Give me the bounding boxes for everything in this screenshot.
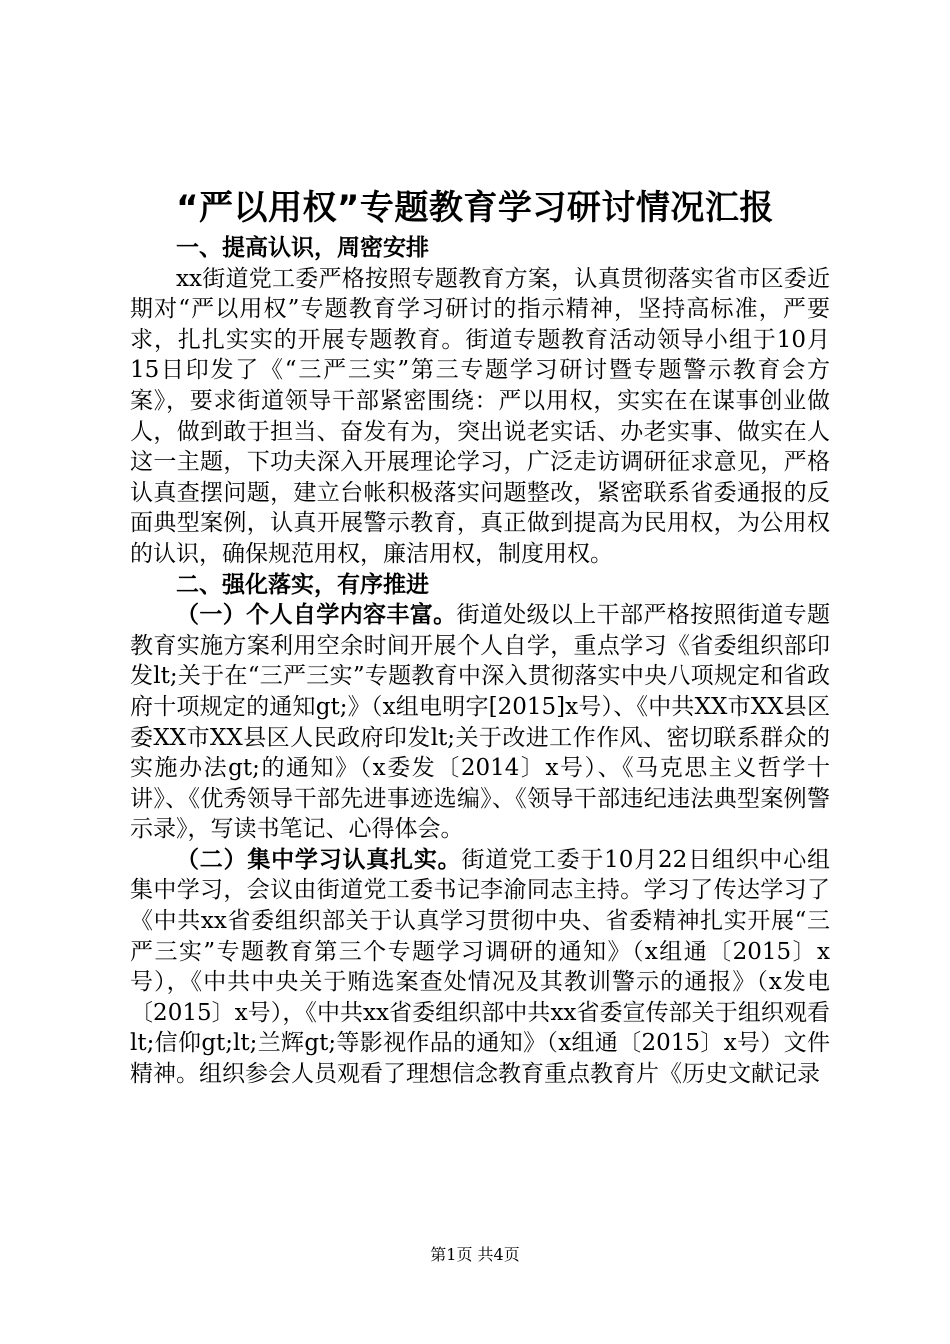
section-2-item-2-paragraph	[130, 845, 830, 1090]
page-footer: 第1页 共4页	[430, 1245, 520, 1264]
section-1-heading: 一、提高认识，周密安排	[176, 235, 429, 261]
section-1-paragraph: xx街道党工委严格按照专题教育方案，认真贯彻落实省市区委近期对“严以用权”专题教育学习研讨的指示精神，坚持高标准，严要求，扎扎实实的开展专题教育。街道专题教育活动领导小组于10月15日印发了《“三严三实”第三专题学习研讨暨专题警示教育会方案》，要求街道领导干部紧密围绕：严以用权，实实在在谋事创业做人，做到敢于担当、奋发有为，突出说老实话、办老实事、做实在人这一主题，下功夫深入开展理论学习，广泛走访调研征求意见，严格认真查摆问题，建立台帐积极落实问题整改，紧密联系省委通报的反面典型案例，认真开展警示教育，真正做到提高为民用权，为公用权的认识，确保规范用权，廉洁用权，制度用权。	[130, 265, 830, 567]
document-body	[130, 233, 830, 1090]
document-title: “严以用权”专题教育学习研讨情况汇报	[176, 188, 774, 228]
section-2-item-2-text: 街道党工委于10月22日组织中心组集中学习，会议由街道党工委书记李渝同志主持。学习了传达学习了《中共xx省委组织部关于认真学习贯彻中央、省委精神扎实开展“三严三实”专题教育第三个专题学习调研的通知》（x组通〔2015〕x号），《中共中央关于贿选案查处情况及其教训警示的通报》（x发电〔2015〕x号），《中共xx省委组织部中共xx省委宣传部关于组织观看lt;信仰gt;lt;兰辉gt;等影视作品的通知》（x组通〔2015〕x号）文件精神。组织参会人员观看了理想信念教育重点教育片《历史文献记录	[130, 846, 830, 1088]
section-2-item-1-paragraph	[130, 600, 830, 845]
section-2-item-2-lead: （二）集中学习认真扎实。	[176, 846, 462, 873]
section-2-item-1-text: 街道处级以上干部严格按照街道专题教育实施方案利用空余时间开展个人自学，重点学习《省委组织部印发lt;关于在“三严三实”专题教育中深入贯彻落实中央八项规定和省政府十项规定的通知gt;》（x组电明字[2015]x号）、《中共XX市XX县区委XX市XX县区人民政府印发lt;关于改进工作作风、密切联系群众的实施办法gt;的通知》（x委发〔2014〕x号）、《马克思主义哲学十讲》、《优秀领导干部先进事迹选编》、《领导干部违纪违法典型案例警示录》，写读书笔记、心得体会。	[130, 602, 831, 843]
section-2-item-1-lead: （一）个人自学内容丰富。	[176, 602, 457, 629]
section-2-heading: 二、强化落实，有序推进	[176, 571, 429, 598]
